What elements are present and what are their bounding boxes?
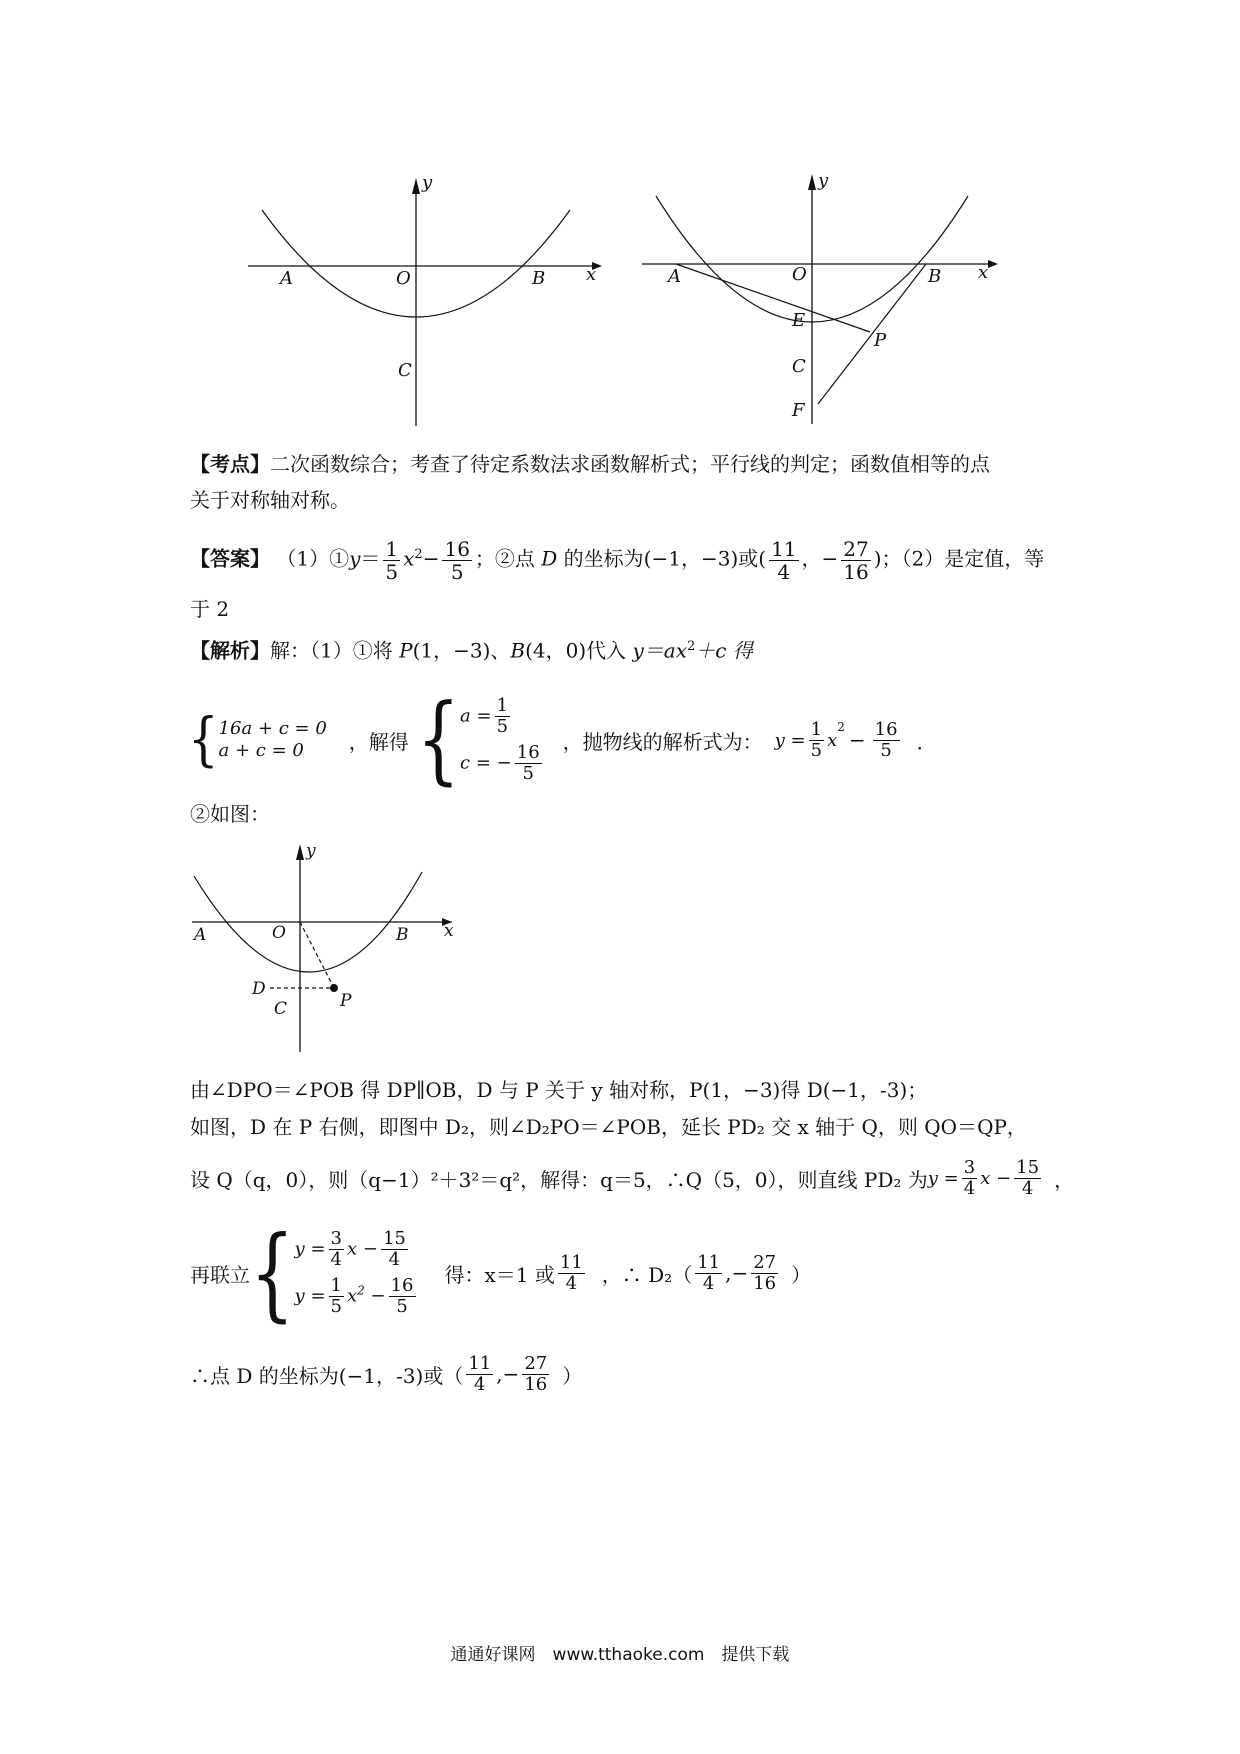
answer-f3-den: 4: [777, 559, 791, 584]
system3: [295, 1229, 419, 1316]
reason-text-5: ∴点 D 的坐标为(−1，-3)或（: [190, 1363, 464, 1388]
ruto-text: ②如图：: [190, 802, 270, 826]
graph3-point-b: B: [396, 925, 409, 945]
result-minus: −: [848, 728, 866, 752]
sol-a-den: 5: [496, 716, 509, 738]
line-den-2: 4: [1021, 1177, 1034, 1199]
parabola-graph-3: [190, 840, 470, 1055]
jiexi-l1-a: 解：（1）①将: [270, 638, 400, 663]
graph1-point-c: C: [398, 360, 412, 381]
graph3-x-label: x: [444, 921, 454, 941]
system1-row-2: a + c = 0: [218, 740, 304, 761]
final-num-2: 27: [524, 1352, 548, 1374]
system1-row-1: 16a + c = 0: [218, 717, 327, 739]
reason-text-4: 再联立: [190, 1262, 250, 1287]
reason-text-2: 如图，D 在 P 右侧，即图中 D₂，则∠D₂PO＝∠POB，延长 PD₂ 交 x 轴于 Q，则 QO＝QP，: [190, 1115, 1027, 1139]
reason-text-4c: ，∴ D₂（: [601, 1262, 693, 1287]
answer-line2-text: 于 2: [190, 597, 230, 621]
graph1-point-o: O: [396, 268, 411, 289]
graph3-point-a: A: [194, 925, 207, 945]
final-num-1: 11: [468, 1352, 492, 1374]
result-frac-2: [873, 720, 900, 761]
final-den-2: 16: [524, 1373, 548, 1395]
final-frac-1: [466, 1354, 493, 1395]
d2-den-2: 16: [753, 1272, 777, 1294]
result-num-2: 16: [874, 718, 898, 740]
result-sq: 2: [837, 720, 845, 734]
jiexi-title: 【解析】: [190, 638, 270, 663]
graph2-point-a: A: [668, 266, 681, 287]
graph3-y-label: y: [306, 841, 316, 861]
s-r2-sq: 2: [357, 1283, 365, 1298]
answer-fraction-3: [769, 538, 798, 583]
reason-line-2: [190, 1113, 1027, 1141]
graph2-point-o: O: [792, 264, 807, 285]
system3-brace: {: [250, 1213, 295, 1333]
answer-fraction-1: [383, 538, 400, 583]
final-comma: ,−: [496, 1362, 520, 1386]
s-r2-frac-2: [389, 1276, 416, 1317]
line-y: y =: [927, 1167, 959, 1189]
reason-text-3: 设 Q（q，0），则（q−1）²＋3²＝q²，解得：q＝5，∴Q（5，0），则直线 PD₂ 为: [190, 1167, 928, 1192]
answer-f2-den: 5: [450, 559, 464, 584]
kaodian-line-1: [190, 450, 990, 478]
x-frac: [558, 1253, 585, 1294]
graph3-point-p: P: [340, 991, 352, 1011]
system2: [460, 696, 545, 783]
line-den-1: 4: [963, 1177, 976, 1199]
s-r1-y: y =: [294, 1238, 326, 1260]
s-r1-num-2: 15: [382, 1228, 406, 1250]
result-num-1: 1: [810, 718, 823, 740]
kaodian-text-1: 二次函数综合；考查了待定系数法求函数解析式；平行线的判定；函数值相等的点: [270, 452, 990, 476]
d2-num-1: 11: [697, 1251, 721, 1273]
jiexi-l1-p: P: [399, 638, 413, 663]
jiexi-l1-eq: y＝ax: [632, 638, 688, 663]
s-r2-den-2: 5: [396, 1295, 408, 1317]
reason-line-4: [190, 1213, 812, 1333]
line-end: ，: [1054, 1167, 1075, 1192]
line-num-2: 15: [1016, 1156, 1040, 1178]
answer-f4-den: 16: [843, 559, 869, 584]
jiexi-l1-d: ＋c 得: [695, 638, 753, 663]
s-r1-num-1: 3: [330, 1228, 342, 1250]
jiexi-parabola-text: ，抛物线的解析式为：: [562, 729, 763, 754]
jiexi-equations-row: [188, 684, 937, 796]
kaodian-text-2: 关于对称轴对称。: [190, 488, 350, 512]
answer-minus: −: [422, 546, 440, 571]
answer-f3-num: 11: [771, 536, 797, 561]
s-r2-minus: −: [364, 1285, 386, 1307]
answer-f4-num: 27: [843, 536, 869, 561]
x-den: 4: [565, 1272, 578, 1294]
d2-comma: ,−: [725, 1261, 749, 1285]
jiexi-l1-sq: 2: [687, 639, 696, 654]
sol-a-frac: [495, 696, 510, 737]
parabola-graph-2: [636, 166, 1006, 428]
s-r1-den-1: 4: [330, 1249, 342, 1271]
answer-sq: 2: [414, 547, 423, 562]
graph2-point-f: F: [792, 400, 805, 421]
graph3-point-o: O: [272, 923, 286, 943]
s-r2-num-2: 16: [390, 1275, 414, 1296]
kaodian-title: 【考点】: [190, 452, 270, 476]
graph2-point-p: P: [874, 330, 887, 351]
line-num-1: 3: [963, 1156, 976, 1178]
s-r1-den-2: 4: [388, 1249, 401, 1271]
s-r1-x: x −: [346, 1238, 378, 1260]
d2-num-2: 27: [753, 1251, 777, 1273]
sol-c-label: c = −: [460, 752, 512, 774]
s-r1-frac-2: [381, 1229, 408, 1270]
result-den-2: 5: [880, 739, 892, 761]
reason-line-5: [190, 1346, 582, 1402]
graph1-x-label: x: [586, 264, 597, 285]
d2-frac-2: [751, 1253, 778, 1294]
system1: [219, 718, 327, 763]
final-den-1: 4: [474, 1373, 486, 1395]
system2-row-1: [460, 696, 545, 737]
answer-line-1: [190, 533, 1044, 583]
graph1-point-b: B: [532, 268, 546, 289]
graph2-point-b: B: [928, 266, 942, 287]
sol-c-num: 16: [516, 742, 540, 763]
result-x: x: [827, 729, 838, 751]
reason-line-3: [190, 1150, 1074, 1206]
answer-part1: （1）①: [276, 546, 350, 571]
result-den-1: 5: [810, 739, 823, 761]
graph1-y-label: y: [422, 172, 433, 193]
jiexi-l1-c: (4，0)代入: [525, 638, 633, 663]
jiexi-solved: ，解得: [348, 729, 409, 754]
system2-brace: {: [416, 684, 461, 796]
page-footer: [0, 1640, 1240, 1665]
result-end: ．: [916, 729, 937, 754]
answer-f2-num: 16: [444, 536, 470, 561]
system2-row-2: [460, 743, 545, 784]
sol-a-label: a =: [460, 705, 492, 727]
answer-part5: )；（2）是定值，等: [873, 546, 1045, 571]
ruto-line: [190, 800, 270, 828]
answer-y: y: [349, 546, 361, 571]
answer-d: D: [541, 546, 558, 571]
s-r2-frac-1: [329, 1276, 344, 1317]
final-end: ）: [562, 1363, 583, 1388]
graph2-x-label: x: [978, 262, 989, 283]
d2-end: ）: [791, 1262, 812, 1287]
answer-f1-num: 1: [385, 536, 399, 561]
answer-eq: ＝: [360, 546, 381, 571]
answer-part3: 的坐标为(−1，−3)或(: [557, 546, 767, 571]
answer-part4: ，−: [801, 546, 839, 571]
jiexi-l1-bb: B: [510, 638, 526, 663]
line-frac-2: [1014, 1158, 1041, 1199]
s-r2-num-1: 1: [330, 1275, 342, 1296]
parabola-graph-1: [240, 170, 610, 430]
s-r2-x: x: [346, 1285, 358, 1307]
graph3-point-d: D: [252, 979, 266, 999]
footer-text: 通通好课网 www.tthaoke.com 提供下载: [450, 1645, 790, 1665]
reason-text-1: 由∠DPO＝∠POB 得 DP∥OB，D 与 P 关于 y 轴对称，P(1，−3)得 D(−1，-3)；: [190, 1078, 928, 1102]
sol-c-den: 5: [522, 762, 534, 784]
kaodian-line-2: [190, 486, 350, 514]
graph2-y-label: y: [818, 170, 829, 191]
s-r2-y: y =: [294, 1285, 326, 1307]
d2-frac-1: [695, 1253, 722, 1294]
sol-c-frac: [515, 743, 542, 784]
system3-row-2: [295, 1276, 419, 1317]
result-y: y =: [774, 729, 806, 751]
system1-brace: {: [188, 706, 219, 774]
d2-den-1: 4: [702, 1272, 715, 1294]
final-frac-2: [522, 1354, 549, 1395]
s-r2-den-1: 5: [330, 1295, 342, 1317]
reason-text-4b: 得：x＝1 或: [444, 1262, 555, 1287]
answer-x: x: [403, 546, 415, 571]
answer-part2: ；②点: [474, 546, 542, 571]
s-r1-frac-1: [329, 1229, 344, 1270]
answer-line-2: [190, 595, 229, 623]
x-num: 11: [559, 1251, 583, 1273]
graph1-point-a: A: [280, 268, 293, 289]
line-x: x −: [980, 1167, 1012, 1189]
jiexi-line-1: [190, 633, 753, 665]
sol-a-num: 1: [496, 695, 509, 717]
answer-f1-den: 5: [385, 559, 399, 584]
answer-fraction-4: [841, 538, 870, 583]
system3-row-1: [295, 1229, 419, 1270]
result-frac-1: [809, 720, 824, 761]
graph2-point-e: E: [792, 310, 806, 331]
answer-title: 【答案】: [190, 546, 270, 571]
line-frac-1: [962, 1158, 977, 1199]
answer-fraction-2: [442, 538, 471, 583]
graph2-point-c: C: [792, 356, 806, 377]
reason-line-1: [190, 1076, 927, 1104]
jiexi-l1-b: (1，−3)、: [412, 638, 511, 663]
graph3-point-c: C: [274, 999, 288, 1019]
